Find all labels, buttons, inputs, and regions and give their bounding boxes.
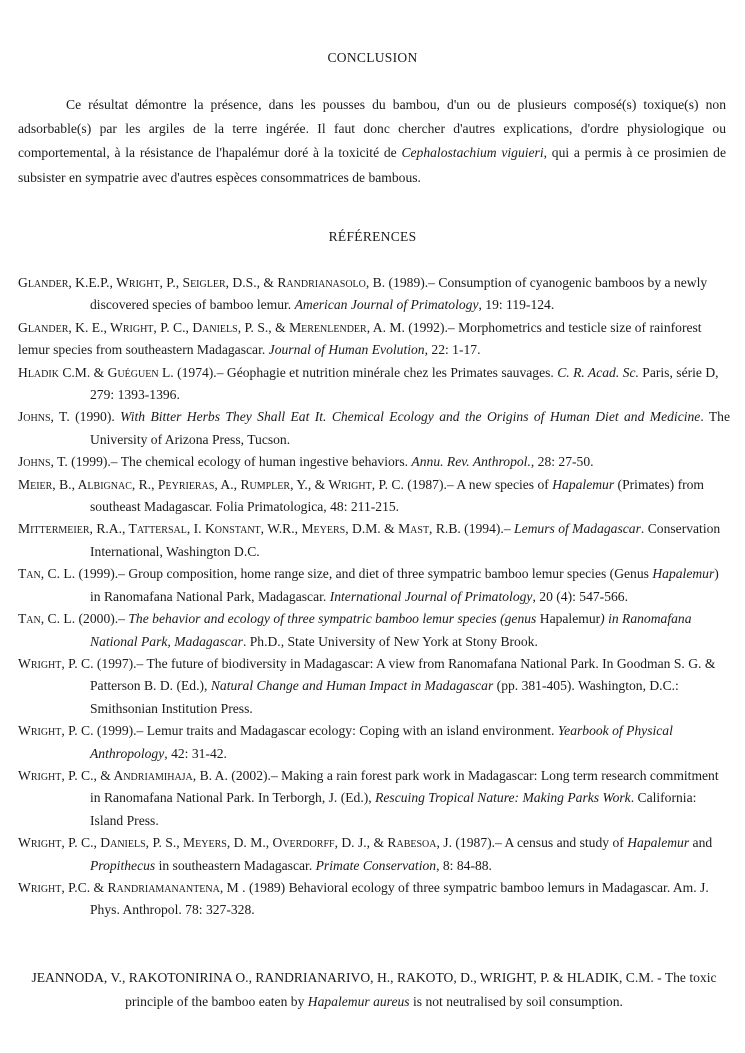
reference-item: Glander, K. E., Wright, P. C., Daniels, P. S., & Merenlender, A. M. (1992).– Morphometrics and testicle size of rainforest lemur species from southeastern Madagascar. Journal of Human Evolution, 22: 1-17. [18,319,702,358]
running-footer: JEANNODA, V., RAKOTONIRINA O., RANDRIANARIVO, H., RAKOTO, D., WRIGHT, P. & HLADIK, C.M. - The toxic principle of the bamboo eaten by Hapalemur aureus is not neutralised by soil consumption. [31,970,717,1009]
reference-item: Wright, P. C., & Andriamihaja, B. A. (2002).– Making a rain forest park work in Madagascar: Long term research commitment in Ranomafana National Park. In Terborgh, J. (Ed.), Rescuing Tropical Nature: Making Parks Work. California: Island Press. [18,767,719,828]
reference-item: Tan, C. L. (1999).– Group composition, home range size, and diet of three sympatric bamboo lemur species (Genus Hapalemur) in Ranomafana National Park, Madagascar. International Journal of Primatology, 20 (4): 547-566. [18,566,719,604]
reference-item: Mittermeier, R.A., Tattersal, I. Konstant, W.R., Meyers, D.M. & Mast, R.B. (1994).– Lemurs of Madagascar. Conservation International, Washington D.C. [18,521,721,559]
reference-item: Hladik C.M. & Guéguen L. (1974).– Géophagie et nutrition minérale chez les Primates sauvages. C. R. Acad. Sc. Paris, série D, 279: 1393-1396. [18,364,719,403]
reference-item: Wright, P. C. (1999).– Lemur traits and Madagascar ecology: Coping with an island environment. Yearbook of Physical Anthropology, 42: 31-42. [18,723,673,761]
conclusion-text-2: , qui a permis à ce prosimien de subsister en sympatrie avec d'autres espèces consommatrices de bambous. [18,145,726,185]
reference-item: Johns, T. (1999).– The chemical ecology of human ingestive behaviors. Annu. Rev. Anthropol., 28: 27-50. [18,454,594,470]
reference-item: Glander, K.E.P., Wright, P., Seigler, D.S., & Randrianasolo, B. (1989).– Consumption of cyanogenic bamboos by a newly discovered species of bamboo lemur. American Journal of Primatology, 19: 119-124. [18,275,708,313]
reference-item: Meier, B., Albignac, R., Peyrieras, A., Rumpler, Y., & Wright, P. C. (1987).– A new species of Hapalemur (Primates) from southeast Madagascar. Folia Primatologica, 48: 211-215. [18,476,705,515]
species-name: Cephalostachium viguieri [401,145,544,161]
reference-item: Wright, P. C., Daniels, P. S., Meyers, D. M., Overdorff, D. J., & Rabesoa, J. (1987).– A census and study of Hapalemur and Propithecus in southeastern Madagascar. Primate Conservation, 8: 84-88. [18,835,713,873]
reference-item: Wright, P.C. & Randriamanantena, M . (1989) Behavioral ecology of three sympatric bamboo lemurs in Madagascar. Am. J. Phys. Anthropol. 78: 327-328. [18,879,709,918]
references-heading: RÉFÉRENCES [328,229,417,244]
references-list [18,272,730,922]
reference-item: Tan, C. L. (2000).– The behavior and ecology of three sympatric bamboo lemur species (genus Hapalemur) in Ranomafana National Park, Madagascar. Ph.D., State University of New York at Stony Brook. [18,611,692,649]
reference-item: Johns, T. (1990). With Bitter Herbs They Shall Eat It. Chemical Ecology and the Origins of Human Diet and Medicine. The University of Arizona Press, Tucson. [18,409,731,447]
conclusion-text-1: Ce résultat démontre la présence, dans les pousses du bambou, d'un ou de plusieurs composé(s) toxique(s) non adsorbable(s) par les argiles de la terre ingérée. Il faut donc chercher d'autres explications, d'ordre physiologique ou comportemental, à la résistance de l'hapalémur doré à la toxicité de [18,97,726,161]
conclusion-paragraph [18,93,726,190]
conclusion-heading: CONCLUSION [327,50,418,65]
reference-item: Wright, P. C. (1997).– The future of biodiversity in Madagascar: A view from Ranomafana National Park. In Goodman S. G. & Patterson B. D. (Ed.), Natural Change and Human Impact in Madagascar (pp. 381-405). Washington, D.C.: Smithsonian Institution Press. [18,655,716,716]
